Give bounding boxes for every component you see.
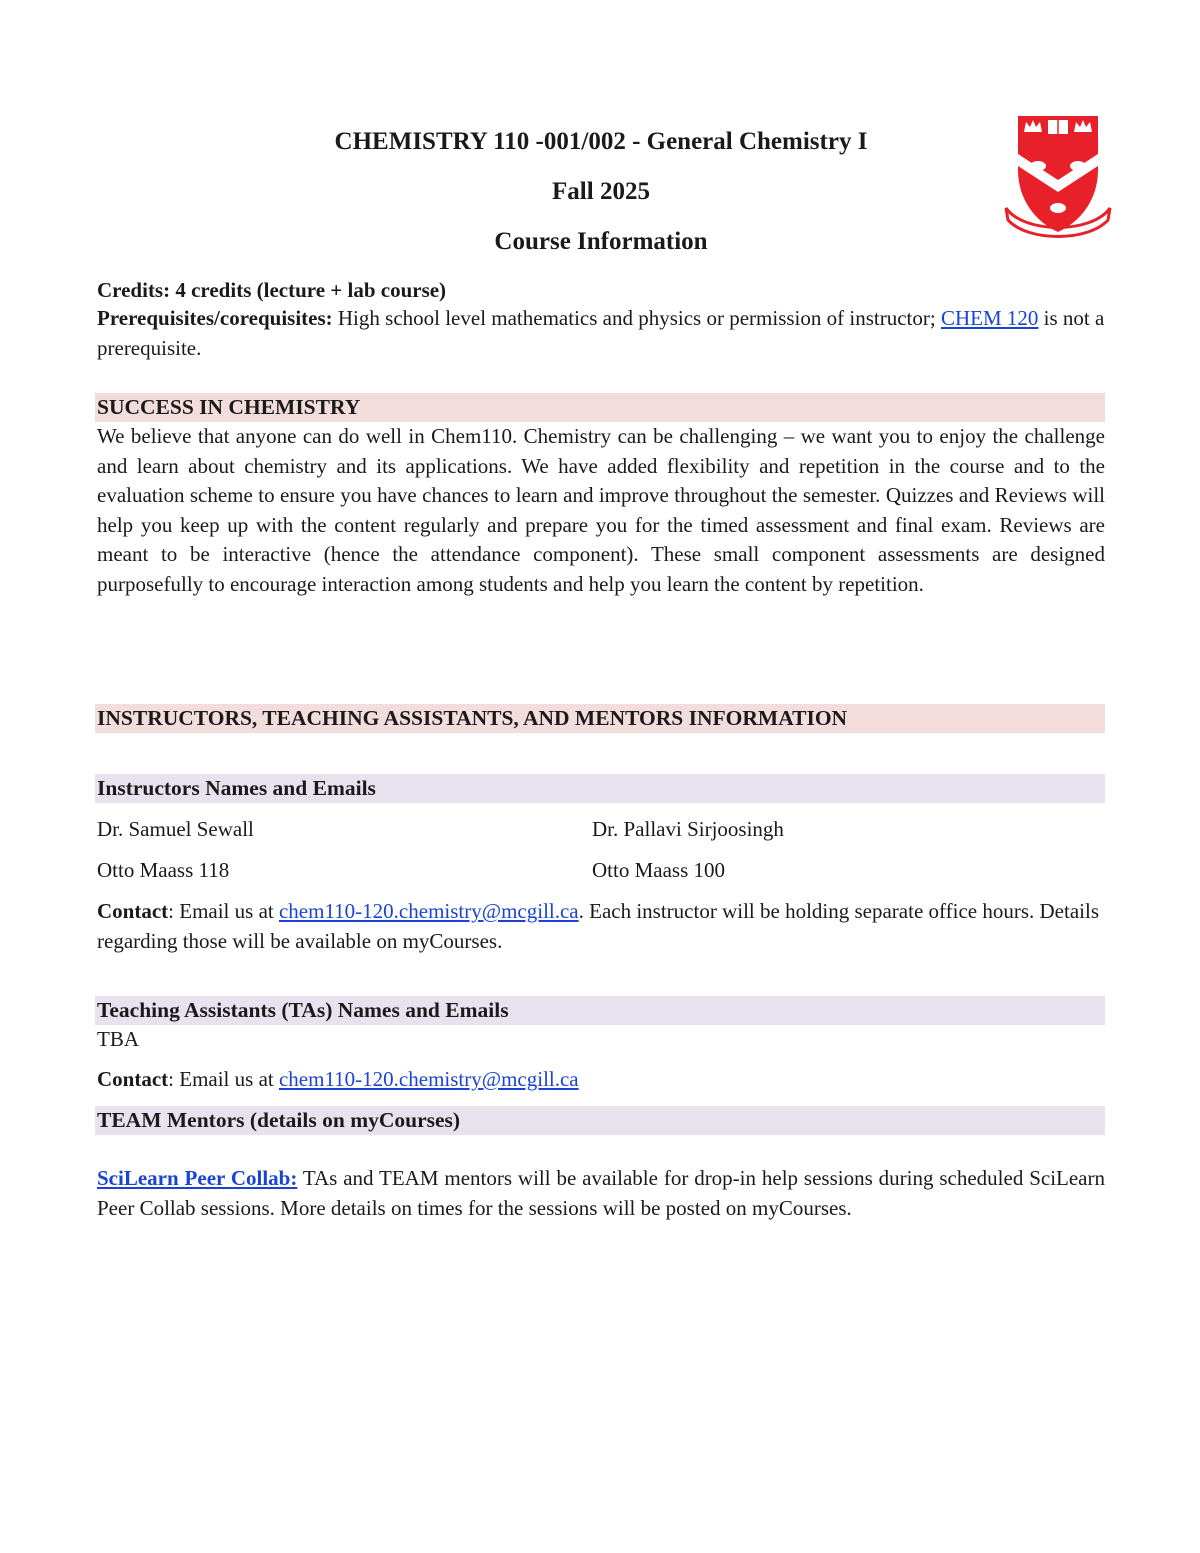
document-title: CHEMISTRY 110 -001/002 - General Chemistry I <box>334 128 868 155</box>
mentors-heading: TEAM Mentors (details on myCourses) <box>95 1106 1105 1135</box>
instructor-office: Otto Maass 118 <box>97 858 230 882</box>
success-body: We believe that anyone can do well in Chem110. Chemistry can be challenging – we want you to enjoy the challenge and learn about chemistry and its applications. We have added flexibility and repetition in the course and to the evaluation scheme to ensure you have chances to learn and improve throughout the semester. Quizzes and Reviews will help you keep up with the content regularly and prepare you for the timed assessment and final exam. Reviews are meant to be interactive (hence the attendance component). These small component assessments are designed purposefully to encourage interaction among students and help you learn the content by repetition. <box>97 424 1105 596</box>
instructors-contact <box>97 897 1105 956</box>
tas-names: TBA <box>97 1027 139 1051</box>
success-heading: SUCCESS IN CHEMISTRY <box>95 393 1105 422</box>
scilearn-link[interactable]: SciLearn Peer Collab: <box>97 1166 298 1190</box>
term-label: Fall 2025 <box>552 178 650 205</box>
contact-details: . Each instructor will be holding separate office hours. Details regarding those will be available on myCourses. <box>97 899 1100 953</box>
document-subtitle: Course Information <box>494 228 708 255</box>
chem-120-link[interactable]: CHEM 120 <box>940 306 1039 330</box>
instructor-name: Dr. Samuel Sewall <box>97 817 254 841</box>
scilearn-text: TAs and TEAM mentors will be available for drop-in help sessions during scheduled SciLearn Peer Collab sessions. More details on times for the sessions will be posted on myCourses. <box>97 1166 1105 1220</box>
instructors-section-heading: INSTRUCTORS, TEACHING ASSISTANTS, AND MENTORS INFORMATION <box>95 704 1105 733</box>
contact-prefix: : Email us at <box>168 899 279 923</box>
email-link[interactable]: chem110-120.chemistry@mcgill.ca <box>278 899 579 923</box>
prerequisites-paragraph <box>97 304 1105 363</box>
email-link[interactable]: chem110-120.chemistry@mcgill.ca <box>278 1067 579 1091</box>
instructor-name: Dr. Pallavi Sirjoosingh <box>592 817 784 841</box>
contact-label: Contact <box>97 899 169 923</box>
credits-line: Credits: 4 credits (lecture + lab course) <box>97 278 447 302</box>
prerequisites-text: High school level mathematics and physics or permission of instructor; <box>332 306 941 330</box>
prerequisites-label: Prerequisites/corequisites: <box>97 306 333 330</box>
instructor-office: Otto Maass 100 <box>592 858 725 882</box>
contact-label: Contact <box>97 1067 169 1091</box>
tas-heading: Teaching Assistants (TAs) Names and Emails <box>95 996 1105 1025</box>
tas-contact <box>97 1065 1105 1095</box>
instructors-heading: Instructors Names and Emails <box>95 774 1105 803</box>
contact-prefix: : Email us at <box>168 1067 279 1091</box>
scilearn-paragraph <box>97 1164 1105 1223</box>
prerequisites-note: is not a prerequisite. <box>97 306 1105 360</box>
